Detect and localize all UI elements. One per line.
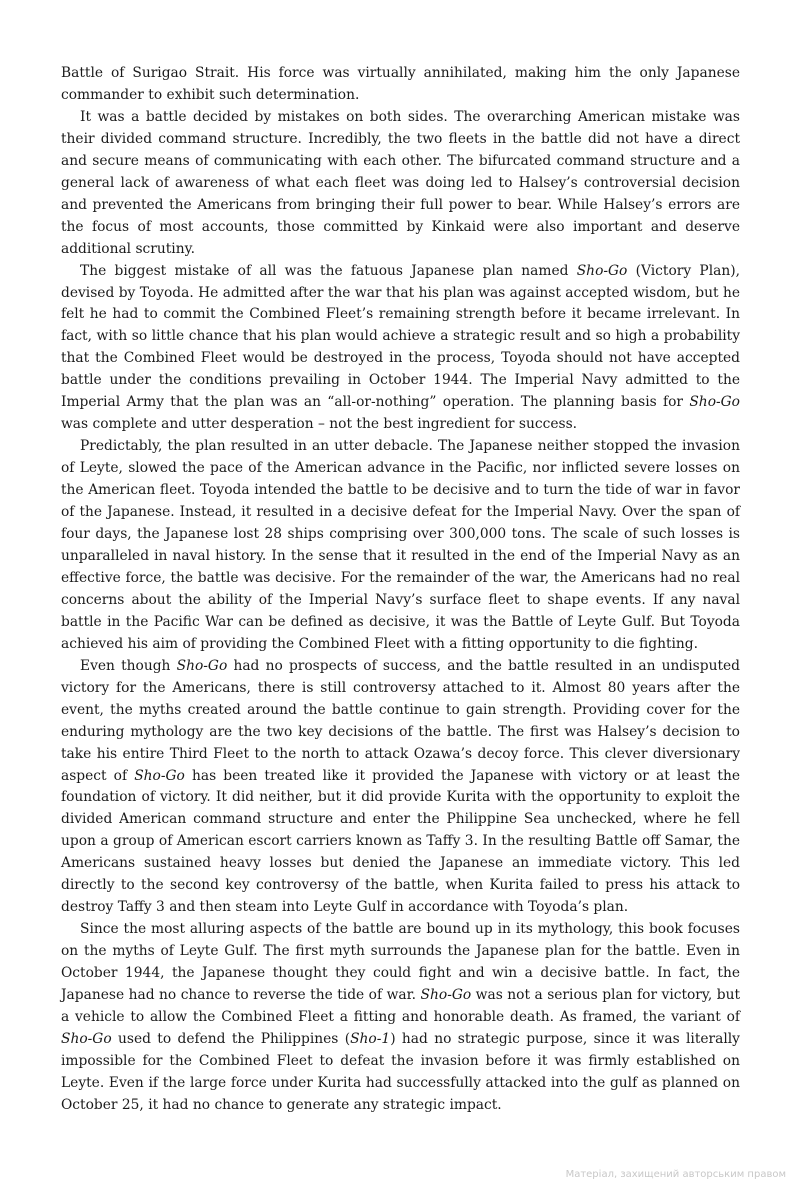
italic-term: Sho-Go — [576, 262, 628, 279]
italic-term: Sho-Go — [61, 1030, 112, 1047]
paragraph-text: Since the most alluring aspects of the battle are bound up in its mythology, this book focuses on the myths of Leyte Gulf. The first myth surrounds the Japanese plan for the battle. Even in October 1944, the Japanese thought they could fight and win a decisive battle. In fact, the Japanese had no chance to reverse the tide of war. — [61, 921, 740, 1004]
paragraph-text: (Victory Plan), devised by Toyoda. He admitted after the war that his plan was against accepted wisdom, but he felt he had to commit the Combined Fleet’s remaining strength before it became irrelevant. In fact, with so little chance that his plan would achieve a strategic result and so high a probability that the Combined Fleet would be destroyed in the process, Toyoda should not have accepted battle under the conditions prevailing in October 1944. The Imperial Navy admitted to the Imperial Army that the plan was an “all-or-nothing” operation. The planning basis for — [61, 262, 740, 411]
paragraph-text: Even though — [80, 657, 177, 674]
document-body — [61, 63, 740, 1117]
paragraph-text: Predictably, the plan resulted in an utter debacle. The Japanese neither stopped the invasion of Leyte, slowed the pace of the American advance in the Pacific, nor inflicted severe losses on the American fleet. Toyoda intended the battle to be decisive and to turn the tide of war in favor of the Japanese. Instead, it resulted in a decisive defeat for the Imperial Navy. Over the span of four days, the Japanese lost 28 ships comprising over 300,000 tons. The scale of such losses is unparalleled in naval history. In the sense that it resulted in the end of the Imperial Navy as an effective force, the battle was decisive. For the remainder of the war, the Americans had no real concerns about the ability of the Imperial Navy’s surface fleet to shape events. If any naval battle in the Pacific War can be defined as decisive, it was the Battle of Leyte Gulf. But Toyoda achieved his aim of providing the Combined Fleet with a fitting opportunity to die fighting. — [61, 438, 740, 652]
italic-term: Sho-1 — [350, 1030, 391, 1047]
paragraph-6 — [61, 919, 740, 1117]
paragraph-text: Battle of Surigao Strait. His force was virtually annihilated, making him the only Japanese commander to exhibit such determination. — [61, 65, 740, 103]
paragraph-text: The biggest mistake of all was the fatuous Japanese plan named — [80, 262, 577, 279]
paragraph-text: has been treated like it provided the Japanese with victory or at least the foundation of victory. It did neither, but it did provide Kurita with the opportunity to exploit the divided American command structure and enter the Philippine Sea unchecked, where he fell upon a group of American escort carriers known as Taffy 3. In the resulting Battle off Samar, the Americans sustained heavy losses but denied the Japanese an immediate victory. This led directly to the second key controversy of the battle, when Kurita failed to press his attack to destroy Taffy 3 and then steam into Leyte Gulf in accordance with Toyoda’s plan. — [61, 767, 741, 916]
paragraph-2 — [61, 107, 740, 261]
paragraph-text: It was a battle decided by mistakes on both sides. The overarching American mistake was their divided command structure. Incredibly, the two fleets in the battle did not have a direct and secure means of communicating with each other. The bifurcated command structure and a general lack of awareness of what each fleet was doing led to Halsey’s controversial decision and prevented the Americans from bringing their full power to bear. While Halsey’s errors are the focus of most accounts, those committed by Kinkaid were also important and deserve additional scrutiny. — [61, 108, 740, 257]
italic-term: Sho-Go — [689, 394, 740, 411]
paragraph-3 — [61, 261, 740, 437]
paragraph-text: was not a serious plan for victory, but a vehicle to allow the Combined Fleet a fitting and honorable death. As framed, the variant of — [61, 987, 740, 1025]
paragraph-text: had no prospects of success, and the battle resulted in an undisputed victory for the Americans, there is still controversy attached to it. Almost 80 years after the event, the myths created around the battle continue to gain strength. Providing cover for the enduring mythology are the two key decisions of the battle. The first was Halsey’s decision to take his entire Third Fleet to the north to attack Ozawa’s decoy force. This clever diversionary aspect of — [61, 657, 740, 784]
paragraph-text: used to defend the Philippines ( — [111, 1030, 351, 1047]
italic-term: Sho-Go — [176, 657, 228, 674]
paragraph-text: ) had no strategic purpose, since it was literally impossible for the Combined Fleet to defeat the invasion before it was firmly established on Leyte. Even if the large force under Kurita had successfully attacked into the gulf as planned on October 25, it had no chance to generate any strategic impact. — [61, 1030, 740, 1113]
paragraph-1 — [61, 63, 740, 107]
copyright-watermark: Матеріал, захищений авторським правом — [565, 1169, 786, 1180]
paragraph-4 — [61, 436, 740, 656]
italic-term: Sho-Go — [420, 987, 472, 1004]
paragraph-text: was complete and utter desperation – not the best ingredient for success. — [61, 416, 578, 433]
paragraph-5 — [61, 656, 740, 919]
italic-term: Sho-Go — [134, 767, 185, 784]
